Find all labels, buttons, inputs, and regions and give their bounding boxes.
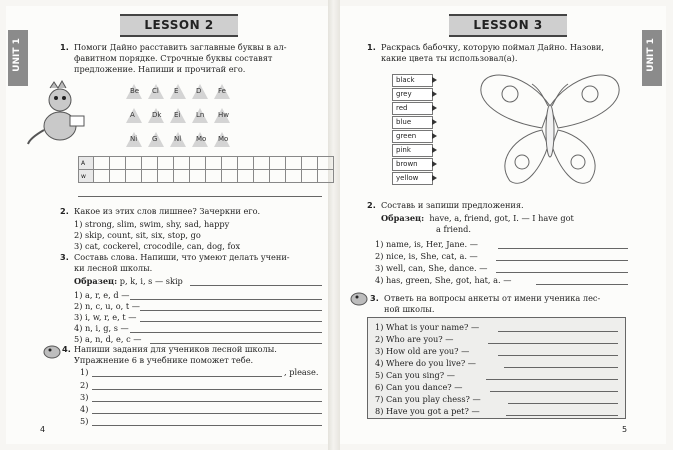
ex2-left-item: 3) cat, cockerel, crocodile, can, dog, fox bbox=[74, 241, 241, 251]
answer-line[interactable] bbox=[130, 299, 322, 300]
arrow-right-icon bbox=[432, 119, 437, 125]
answer-line[interactable] bbox=[92, 376, 282, 377]
color-label: red bbox=[392, 102, 433, 115]
answer-line[interactable] bbox=[536, 284, 628, 285]
ex3-left-item: 1) a, r, e, d — bbox=[74, 290, 130, 300]
letter-triangle: Fe bbox=[214, 84, 230, 99]
ex2-left-instruction: Какое из этих слов лишнее? Зачеркни его. bbox=[74, 206, 261, 216]
letter-triangle: Ni bbox=[126, 132, 142, 147]
question-item: 5) Can you sing? — bbox=[375, 370, 455, 380]
answer-line[interactable] bbox=[92, 401, 322, 402]
arrow-right-icon bbox=[432, 175, 437, 181]
answer-line[interactable] bbox=[130, 332, 322, 333]
question-item: 7) Can you play chess? — bbox=[375, 394, 481, 404]
arrow-right-icon bbox=[432, 105, 437, 111]
answer-line[interactable] bbox=[486, 379, 618, 380]
letter-triangle: Hw bbox=[214, 108, 230, 123]
answer-line[interactable] bbox=[92, 389, 322, 390]
answer-line[interactable] bbox=[92, 425, 322, 426]
ex2-right-item: 3) well, can, She, dance. — bbox=[375, 263, 488, 273]
ex3-right: 3. bbox=[370, 293, 379, 303]
answer-line[interactable] bbox=[92, 413, 322, 414]
letter-triangle: E bbox=[170, 84, 186, 99]
ex3-sample: Образец: p, k, i, s — skip bbox=[74, 276, 183, 286]
color-label: black bbox=[392, 74, 433, 87]
please-text: , please. bbox=[284, 367, 319, 377]
ex2-right: 2. bbox=[367, 200, 376, 210]
ex3-left-line1: Составь слова. Напиши, что умеют делать учени- bbox=[74, 252, 290, 262]
letter-triangle: A bbox=[126, 108, 142, 123]
answer-line[interactable] bbox=[190, 285, 322, 286]
letter-triangle: Mo bbox=[192, 132, 208, 147]
letter-triangle: Ei bbox=[170, 108, 186, 123]
answer-line[interactable] bbox=[140, 321, 322, 322]
ex1-right: 1. bbox=[367, 42, 376, 52]
ex3-right-line1: Ответь на вопросы анкеты от имени ученика лес- bbox=[384, 293, 601, 303]
color-label: grey bbox=[392, 88, 433, 101]
color-label: pink bbox=[392, 144, 433, 157]
ex4-left-line1: Напиши задания для учеников лесной школы. bbox=[74, 344, 277, 354]
color-label: yellow bbox=[392, 172, 433, 185]
answer-line[interactable] bbox=[504, 367, 618, 368]
grid-label-w: w bbox=[79, 170, 94, 183]
ex2-left: 2. bbox=[60, 206, 69, 216]
question-item: 1) What is your name? — bbox=[375, 322, 480, 332]
arrow-right-icon bbox=[432, 161, 437, 167]
letter-triangle: G bbox=[148, 132, 164, 147]
lesson-title-right: LESSON 3 bbox=[449, 14, 567, 37]
answer-line[interactable] bbox=[498, 248, 628, 249]
ex4-left-line2: Упражнение 6 в учебнике поможет тебе. bbox=[74, 355, 254, 365]
ex3-left-item: 3) i, w, r, e, t — bbox=[74, 312, 137, 322]
ex1-right-line2: какие цвета ты использовал(а). bbox=[381, 53, 518, 63]
arrow-right-icon bbox=[432, 77, 437, 83]
unit-tab-left: UNIT 1 bbox=[8, 30, 28, 86]
letter-triangle: Be bbox=[126, 84, 142, 99]
ex3-right-line2: ной школы. bbox=[384, 304, 435, 314]
answer-line[interactable] bbox=[78, 196, 322, 197]
answer-line[interactable] bbox=[488, 343, 618, 344]
answer-line[interactable] bbox=[498, 331, 618, 332]
letter-triangle: Dk bbox=[148, 108, 164, 123]
ex4-left-item: 4) bbox=[80, 404, 89, 414]
page-number-right: 5 bbox=[622, 425, 628, 434]
answer-line[interactable] bbox=[140, 310, 322, 311]
arrow-right-icon bbox=[432, 133, 437, 139]
dino-illustration-icon bbox=[20, 78, 90, 148]
lesson-title-left: LESSON 2 bbox=[120, 14, 238, 37]
ex4-left-item: 2) bbox=[80, 380, 89, 390]
letter-triangle: Mo bbox=[214, 132, 230, 147]
answer-line[interactable] bbox=[506, 415, 618, 416]
answer-line[interactable] bbox=[498, 355, 618, 356]
ex4-left-item: 3) bbox=[80, 392, 89, 402]
ex2-left-item: 2) skip, count, sit, six, stop, go bbox=[74, 230, 201, 240]
ex3-left-item: 4) n, i, g, s — bbox=[74, 323, 129, 333]
question-item: 6) Can you dance? — bbox=[375, 382, 463, 392]
ex2-right-item: 2) nice, is, She, cat, a. — bbox=[375, 251, 478, 261]
ex2-right-item: 4) has, green, She, got, hat, a. — bbox=[375, 275, 512, 285]
ex3-left: 3. bbox=[60, 252, 69, 262]
letter-triangle: Nl bbox=[170, 132, 186, 147]
letter-triangle: D bbox=[192, 84, 208, 99]
answer-line[interactable] bbox=[508, 403, 618, 404]
answer-line[interactable] bbox=[496, 272, 628, 273]
question-item: 3) How old are you? — bbox=[375, 346, 470, 356]
ex4-left-item: 5) bbox=[80, 416, 89, 426]
question-item: 2) Who are you? — bbox=[375, 334, 454, 344]
ex1-left-line2: фавитном порядке. Строчные буквы составят bbox=[74, 53, 273, 63]
ex2-right-instruction: Составь и запиши предложения. bbox=[381, 200, 524, 210]
book-gutter bbox=[328, 0, 340, 450]
ex3-left-item: 5) a, n, d, e, c — bbox=[74, 334, 142, 344]
ex4-left: 4. bbox=[62, 344, 71, 354]
ex2-right-sample: Образец: have, a, friend, got, I. — I have got bbox=[381, 213, 574, 223]
dino-head-icon bbox=[349, 290, 369, 306]
letter-triangle: Ln bbox=[192, 108, 208, 123]
arrow-right-icon bbox=[432, 147, 437, 153]
color-label: green bbox=[392, 130, 433, 143]
ex2-left-item: 1) strong, slim, swim, shy, sad, happy bbox=[74, 219, 230, 229]
ex1-left-line3: предложение. Напиши и прочитай его. bbox=[74, 64, 246, 74]
butterfly-outline-icon[interactable] bbox=[470, 66, 630, 194]
ex4-left-item: 1) bbox=[80, 367, 89, 377]
ex2-right-sample-cont: a friend. bbox=[436, 224, 472, 234]
ex1-left: 1. bbox=[60, 42, 69, 52]
arrow-right-icon bbox=[432, 91, 437, 97]
letter-triangle: Cl bbox=[148, 84, 164, 99]
page-number-left: 4 bbox=[40, 425, 46, 434]
ex2-right-item: 1) name, is, Her, Jane. — bbox=[375, 239, 478, 249]
unit-tab-right: UNIT 1 bbox=[642, 30, 662, 86]
dino-head-icon bbox=[42, 343, 62, 359]
ex3-left-item: 2) n, c, u, o, t — bbox=[74, 301, 140, 311]
color-label: brown bbox=[392, 158, 433, 171]
grid-label-a: A bbox=[79, 157, 94, 170]
answer-line[interactable] bbox=[490, 391, 618, 392]
question-item: 4) Where do you live? — bbox=[375, 358, 476, 368]
answer-line[interactable] bbox=[496, 260, 628, 261]
question-item: 8) Have you got a pet? — bbox=[375, 406, 480, 416]
letter-answer-grid[interactable] bbox=[78, 156, 334, 183]
ex3-left-line2: ки лесной школы. bbox=[74, 263, 153, 273]
ex1-right-line1: Раскрась бабочку, которую поймал Дайно. Назови, bbox=[381, 42, 604, 52]
ex1-left-line1: Помоги Дайно расставить заглавные буквы в ал- bbox=[74, 42, 287, 52]
color-label: blue bbox=[392, 116, 433, 129]
